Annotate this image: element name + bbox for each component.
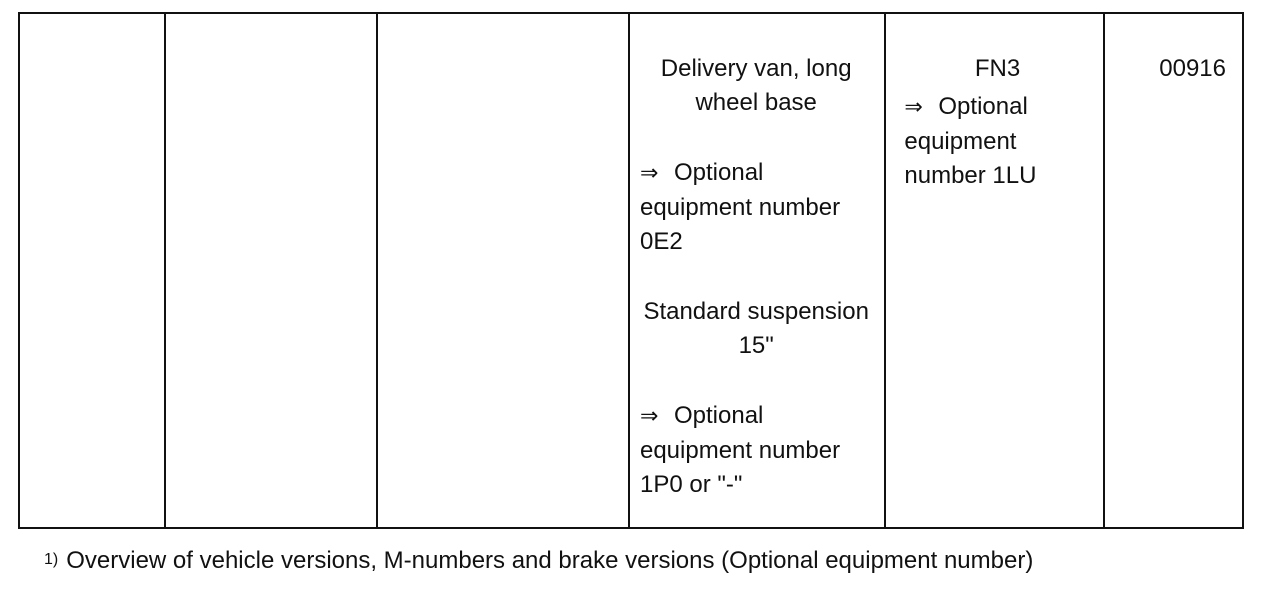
number-value: 00916 xyxy=(1159,55,1226,82)
optional-equipment-1 xyxy=(640,156,872,259)
table-row xyxy=(19,13,1243,528)
footnote-marker: 1) xyxy=(44,551,59,568)
empty-cell-1 xyxy=(19,13,165,528)
footnote xyxy=(44,544,1033,581)
empty-cell-3 xyxy=(377,13,629,528)
optional-equipment-1-text: Optional equipment number 0E2 xyxy=(639,159,841,255)
description-cell xyxy=(629,13,885,528)
optional-equipment-2-text: Optional equipment number 1P0 or "-" xyxy=(639,402,841,498)
footnote-text: Overview of vehicle versions, M-numbers and brake versions (Optional equipment number) xyxy=(66,547,1034,574)
double-right-arrow-icon xyxy=(904,90,930,125)
suspension-text: Standard suspension 15" xyxy=(643,298,869,359)
code-cell xyxy=(885,13,1103,528)
double-right-arrow-icon xyxy=(640,156,666,191)
code-value: FN3 xyxy=(974,55,1021,82)
number-cell xyxy=(1104,13,1243,528)
empty-cell-2 xyxy=(165,13,376,528)
code-optional-equipment-text: Optional equipment number 1LU xyxy=(904,93,1037,189)
optional-equipment-2 xyxy=(640,399,872,502)
vehicle-type-text: Delivery van, long wheel base xyxy=(660,55,852,116)
double-right-arrow-icon xyxy=(640,399,666,434)
code-optional-equipment xyxy=(904,90,1090,193)
spec-table xyxy=(18,12,1244,529)
